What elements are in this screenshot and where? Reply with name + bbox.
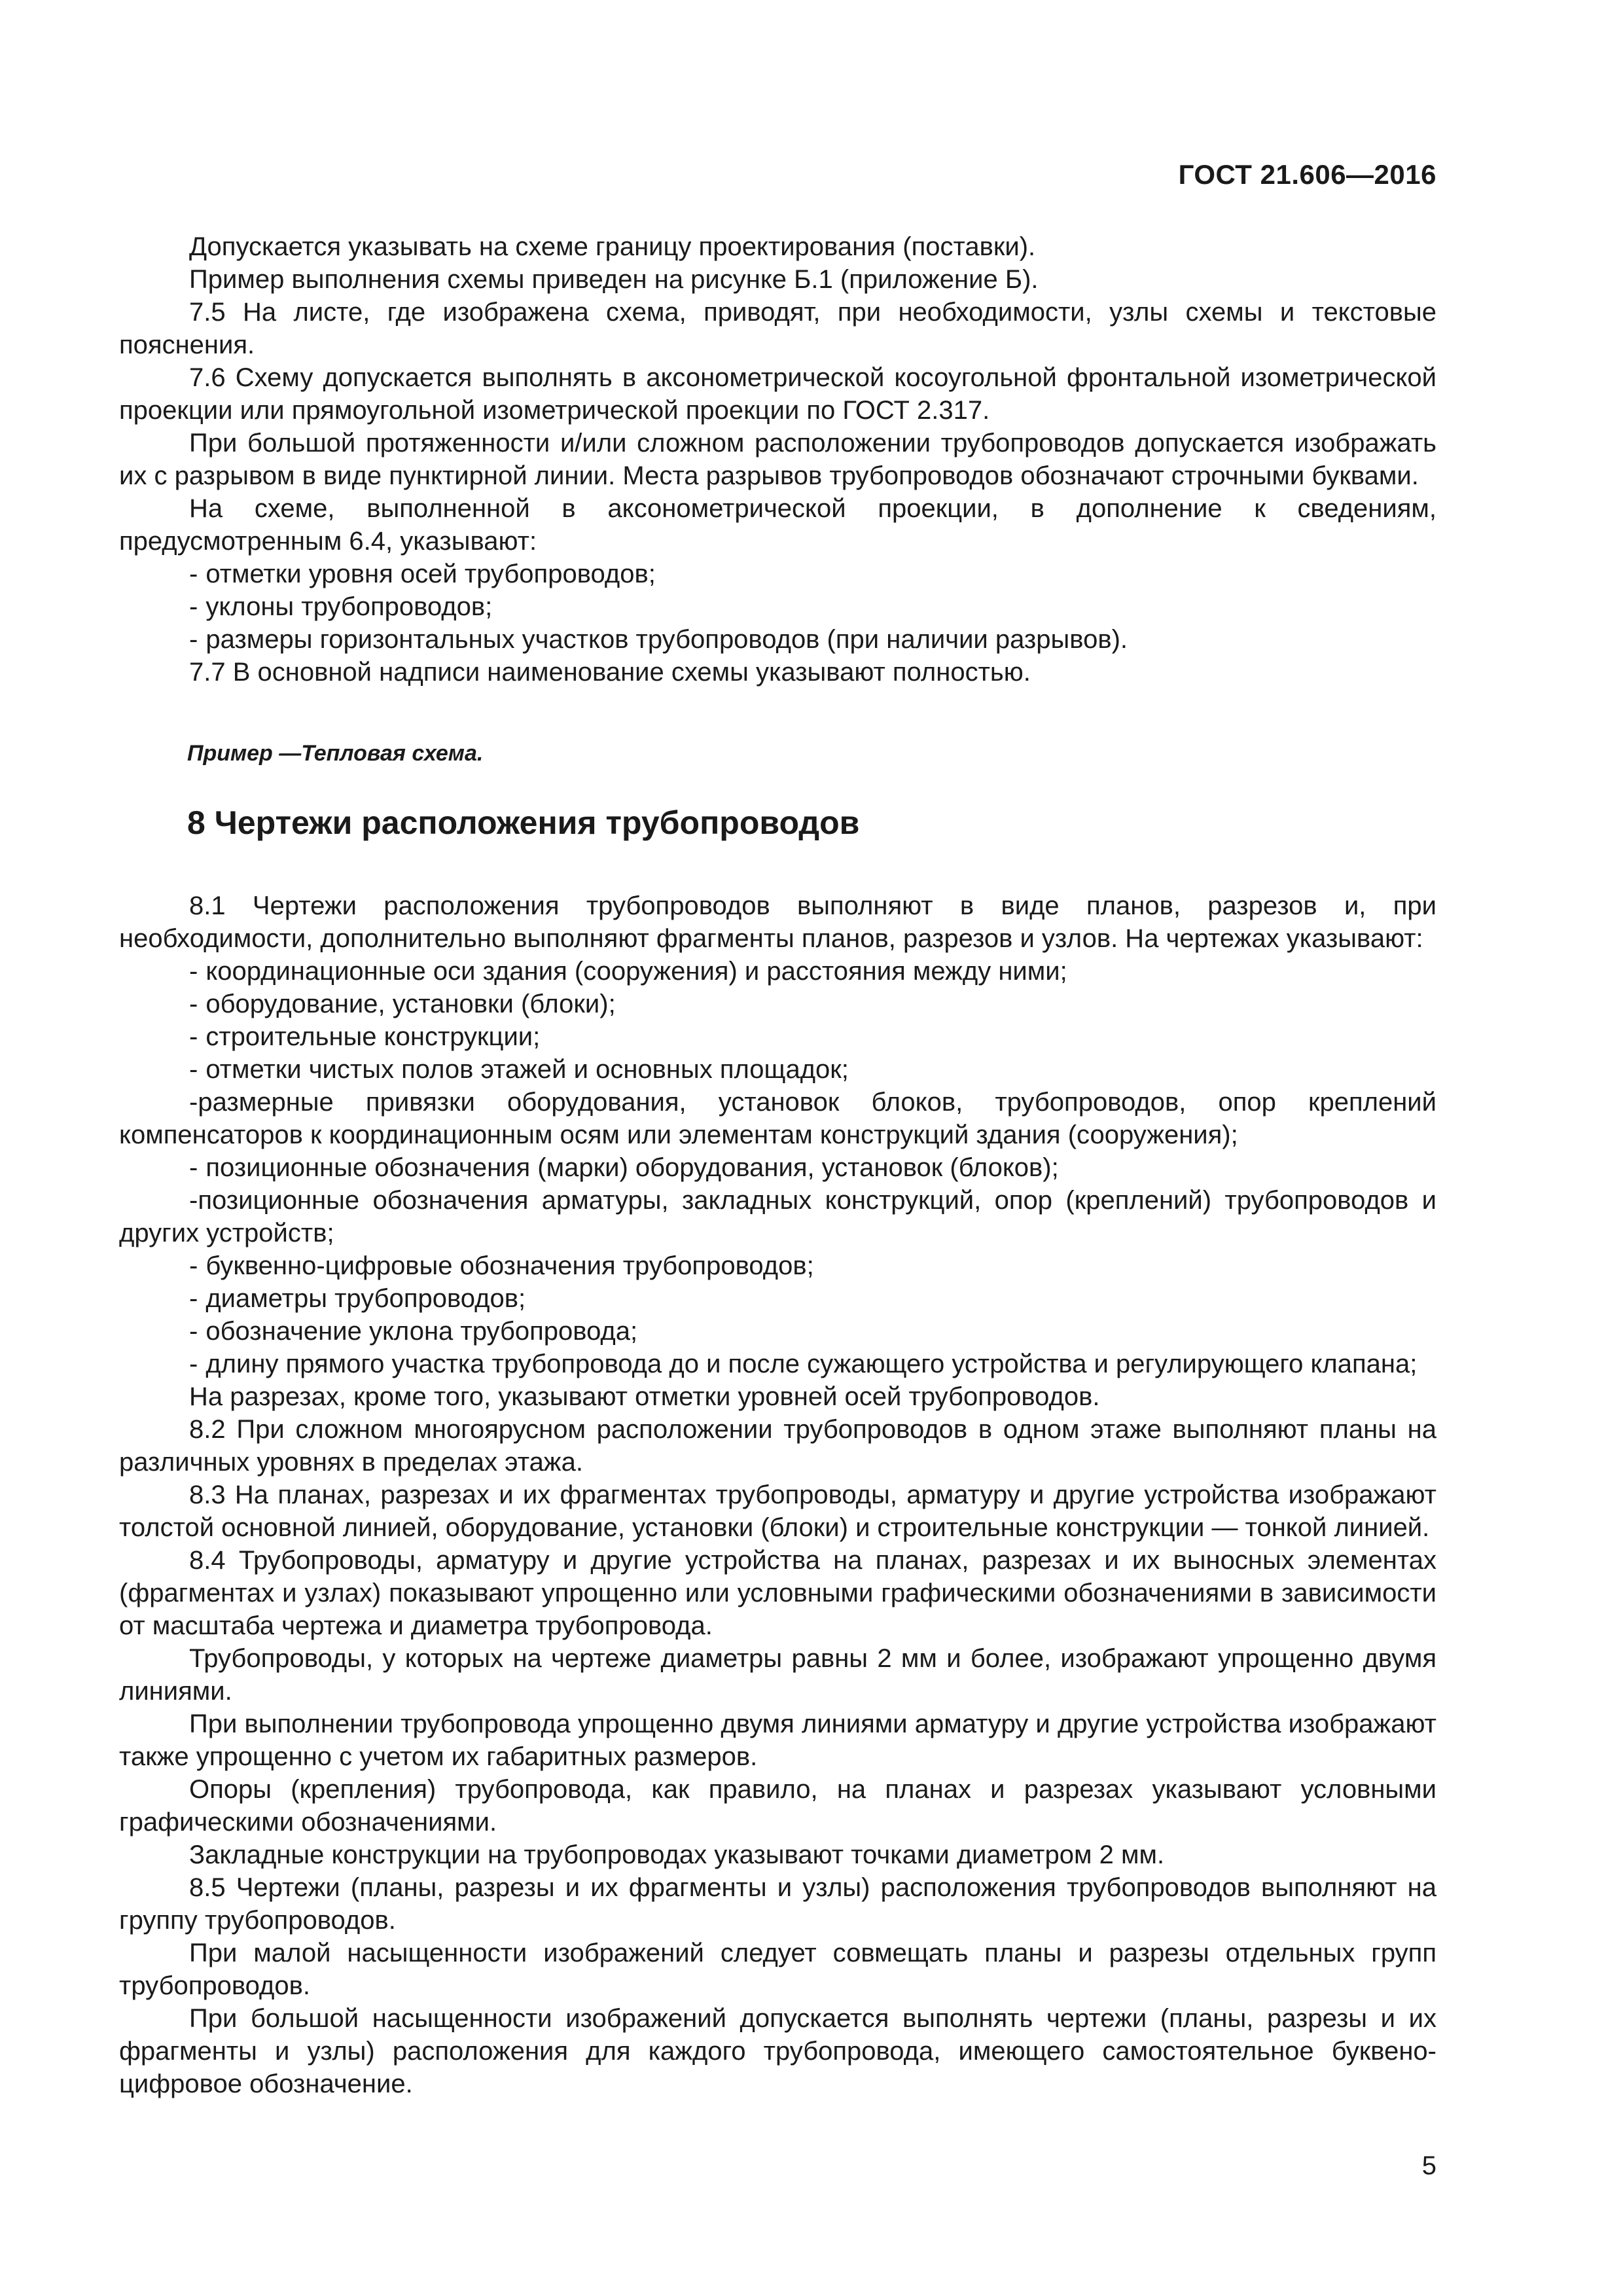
page-number: 5 [1421,2151,1436,2180]
list-item-text: строительные конструкции; [205,1022,541,1051]
paragraph: 8.1 Чертежи расположения трубопроводов выполняют в виде планов, разрезов и, при необходимости, дополнительно выполняют фрагменты планов, разрезов и узлов. На чертежах указывают: [119,891,1436,953]
document-header: ГОСТ 21.606—2016 [1178,159,1436,190]
paragraph: Трубопроводы, у которых на чертеже диаметры равны 2 мм и более, изображают упрощенно двумя линиями. [119,1644,1436,1706]
paragraph: Закладные конструкции на трубопроводах указывают точками диаметром 2 мм. [189,1840,1165,1869]
paragraph: 8.2 При сложном многоярусном расположении трубопроводов в одном этаже выполняют планы на различных уровнях в пределах этажа. [119,1415,1436,1477]
list-dash: - [189,1055,198,1084]
paragraph: 8.3 На планах, разрезах и их фрагментах трубопроводы, арматуру и другие устройства изображают толстой основной линией, оборудование, установки (блоки) и строительные конструкции — тонкой линией. [119,1480,1436,1542]
list-item-text: обозначение уклона трубопровода; [205,1317,638,1346]
list-item [119,1020,1436,1053]
section-7-continuation [119,230,1436,689]
paragraph: 7.5 На листе, где изображена схема, приводят, при необходимости, узлы схемы и текстовые пояснения. [119,298,1436,359]
section-heading: 8 Чертежи расположения трубопроводов [187,804,860,841]
list-item [119,623,1436,656]
paragraph: 7.7 В основной надписи наименование схемы указывают полностью. [189,658,1031,687]
list-item-text: позиционные обозначения арматуры, закладных конструкций, опор (креплений) трубопроводов и других устройств; [119,1186,1436,1247]
paragraph: При большой протяженности и/или сложном расположении трубопроводов допускается изображать их с разрывом в виде пунктирной линии. Места разрывов трубопроводов обозначают строчными буквами. [119,429,1436,490]
paragraph: При малой насыщенности изображений следует совмещать планы и разрезы отдельных групп трубопроводов. [119,1939,1436,2000]
list-item [119,590,1436,623]
list-item-text: длину прямого участка трубопровода до и после сужающего устройства и регулирующего клапана; [205,1350,1418,1378]
list-dash: - [189,1022,198,1051]
list-dash: - [189,1317,198,1346]
list-item [119,1348,1436,1380]
paragraph: 8.4 Трубопроводы, арматуру и другие устройства на планах, разрезах и их выносных элементах (фрагментах и узлах) показывают упрощенно или условными графическими обозначениями в зависимости от масштаба чертежа и диаметра трубопровода. [119,1546,1436,1640]
list-item [119,955,1436,988]
list-dash: - [189,1350,198,1378]
example-note: Пример —Тепловая схема. [187,741,484,766]
list-dash: - [189,957,198,986]
list-item-text: уклоны трубопроводов; [205,592,493,621]
list-item-text: позиционные обозначения (марки) оборудования, установок (блоков); [205,1153,1059,1182]
paragraph: На разрезах, кроме того, указывают отметки уровней осей трубопроводов. [189,1382,1100,1411]
paragraph: Допускается указывать на схеме границу проектирования (поставки). [189,232,1036,261]
paragraph: На схеме, выполненной в аксонометрической проекции, в дополнение к сведениям, предусмотренным 6.4, указывают: [119,494,1436,556]
list-item [119,1315,1436,1348]
list-item [119,1282,1436,1315]
paragraph: При выполнении трубопровода упрощенно двумя линиями арматуру и другие устройства изображают также упрощенно с учетом их габаритных размеров. [119,1710,1436,1771]
list-item-text: отметки уровня осей трубопроводов; [205,560,656,588]
list-item-text: размеры горизонтальных участков трубопроводов (при наличии разрывов). [205,625,1128,654]
list-item [119,558,1436,590]
list-item [119,1086,1436,1151]
list-item [119,988,1436,1020]
list-item [119,1184,1436,1249]
list-item [119,1053,1436,1086]
list-dash: - [189,625,198,654]
list-item [119,1151,1436,1184]
document-body [119,230,1436,2100]
list-dash: - [189,1153,198,1182]
list-dash: - [189,1088,198,1117]
list-item-text: буквенно-цифровые обозначения трубопроводов; [205,1251,814,1280]
list-dash: - [189,1251,198,1280]
paragraph: Опоры (крепления) трубопровода, как правило, на планах и разрезах указывают условными графическими обозначениями. [119,1775,1436,1837]
list-item-text: оборудование, установки (блоки); [205,990,616,1018]
list-dash: - [189,592,198,621]
paragraph: 8.5 Чертежи (планы, разрезы и их фрагменты и узлы) расположения трубопроводов выполняют на группу трубопроводов. [119,1873,1436,1935]
list-dash: - [189,1186,198,1215]
list-item [119,1249,1436,1282]
paragraph: При большой насыщенности изображений допускается выполнять чертежи (планы, разрезы и их фрагменты и узлы) расположения для каждого трубопровода, имеющего самостоятельное буквено-цифровое обозначение. [119,2004,1436,2098]
list-dash: - [189,560,198,588]
list-dash: - [189,990,198,1018]
list-item-text: координационные оси здания (сооружения) и расстояния между ними; [205,957,1067,986]
list-item-text: размерные привязки оборудования, установок блоков, трубопроводов, опор креплений компенсаторов к координационным осям или элементам конструкций здания (сооружения); [119,1088,1436,1149]
list-item-text: диаметры трубопроводов; [205,1284,526,1313]
paragraph: 7.6 Схему допускается выполнять в аксонометрической косоугольной фронтальной изометрической проекции или прямоугольной изометрической проекции по ГОСТ 2.317. [119,363,1436,425]
section-8-body [119,889,1436,2100]
list-dash: - [189,1284,198,1313]
paragraph: Пример выполнения схемы приведен на рисунке Б.1 (приложение Б). [189,265,1039,294]
list-item-text: отметки чистых полов этажей и основных площадок; [205,1055,849,1084]
